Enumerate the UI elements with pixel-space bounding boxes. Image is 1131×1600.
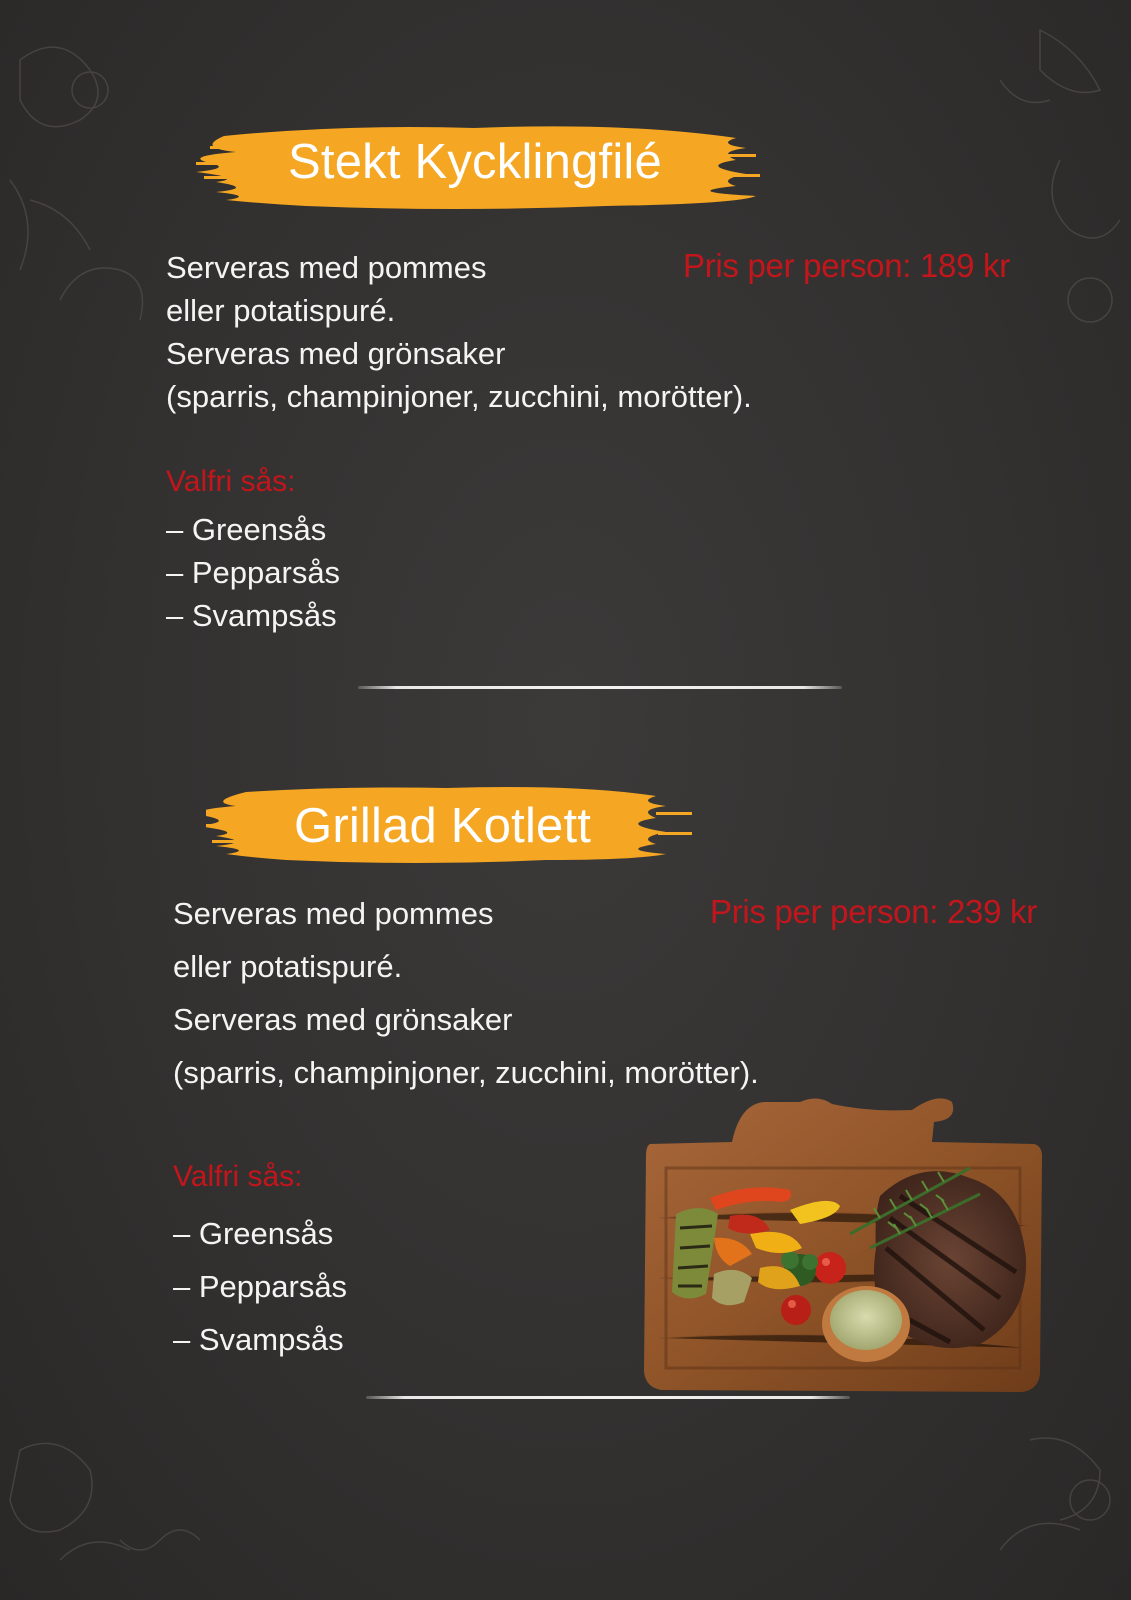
title-brush-stroke [206, 782, 696, 874]
section-divider [366, 1396, 850, 1399]
price-label: Pris per person: 239 kr [710, 893, 1037, 930]
description-line: Serveras med pommes [173, 896, 494, 931]
description-line: eller potatispuré. [166, 293, 396, 328]
section-divider [358, 686, 842, 689]
dish-title: Stekt Kycklingfilé [288, 135, 662, 189]
sauce-list [173, 1207, 347, 1366]
dish-title: Grillad Kotlett [294, 799, 592, 853]
description-line: Serveras med grönsaker [166, 336, 506, 371]
sauce-item: – Greensås [166, 512, 327, 547]
sauce-item: – Greensås [173, 1216, 334, 1251]
dish-description [166, 246, 752, 418]
sauce-heading: Valfri sås: [166, 465, 296, 498]
description-line: Serveras med pommes [166, 250, 487, 285]
sauce-item: – Pepparsås [166, 555, 341, 590]
sauce-item: – Pepparsås [173, 1269, 348, 1304]
sauce-item: – Svampsås [173, 1322, 344, 1357]
description-line: eller potatispuré. [173, 949, 403, 984]
sauce-item: – Svampsås [166, 598, 337, 633]
steak-board-illustration [640, 1098, 1044, 1398]
dish-description [173, 887, 759, 1099]
title-brush-stroke [196, 118, 766, 210]
description-line: (sparris, champinjoner, zucchini, morötter). [173, 1055, 759, 1090]
description-line: Serveras med grönsaker [173, 1002, 513, 1037]
price-label: Pris per person: 189 kr [683, 247, 1010, 284]
sauce-heading: Valfri sås: [173, 1160, 303, 1193]
description-line: (sparris, champinjoner, zucchini, morötter). [166, 379, 752, 414]
sauce-list [166, 508, 340, 637]
